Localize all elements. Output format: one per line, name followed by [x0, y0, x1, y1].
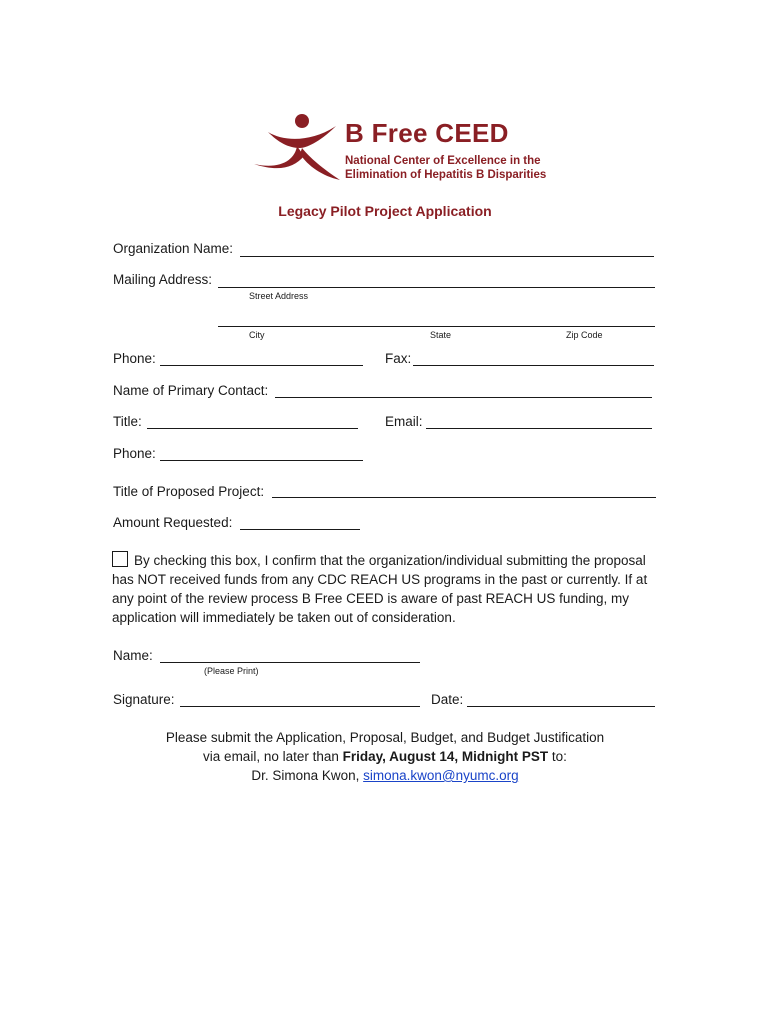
phone-field[interactable] — [160, 365, 363, 366]
email-field[interactable] — [426, 428, 652, 429]
org-name-field[interactable] — [240, 256, 654, 257]
deadline: Friday, August 14, Midnight PST — [342, 749, 549, 764]
fax-field[interactable] — [413, 365, 654, 366]
title-label: Title: — [113, 414, 142, 429]
name-label: Name: — [113, 648, 153, 663]
submission-line3 — [0, 768, 770, 783]
submission-line2-prefix: via email, no later than — [203, 749, 339, 764]
project-title-label: Title of Proposed Project: — [113, 484, 265, 499]
org-name-label: Organization Name: — [113, 241, 234, 256]
mailing-address-label: Mailing Address: — [113, 272, 213, 287]
email-label: Email: — [385, 414, 423, 429]
contact-email-link[interactable]: simona.kwon@nyumc.org — [363, 768, 519, 783]
date-label: Date: — [431, 692, 464, 707]
logo-title: B Free CEED — [345, 118, 509, 148]
name-field[interactable] — [160, 662, 420, 663]
fax-label: Fax: — [385, 351, 412, 366]
project-title-field[interactable] — [272, 497, 656, 498]
state-caption: State — [430, 330, 452, 340]
please-print-caption: (Please Print) — [204, 666, 259, 676]
amount-label: Amount Requested: — [113, 515, 233, 530]
confirm-paragraph — [112, 551, 662, 627]
primary-contact-label: Name of Primary Contact: — [113, 383, 269, 398]
date-field[interactable] — [467, 706, 655, 707]
primary-contact-field[interactable] — [275, 397, 652, 398]
logo-figure-icon — [250, 112, 345, 192]
signature-field[interactable] — [180, 706, 420, 707]
confirm-text: By checking this box, I confirm that the organization/individual submitting the proposal has NOT received funds from any CDC REACH US programs in the past or currently. If at any point of the review process B Free CEED is aware of past REACH US funding, my application will immediately be taken out of consideration. — [112, 553, 648, 625]
amount-field[interactable] — [240, 529, 360, 530]
submission-line1: Please submit the Application, Proposal, Budget, and Budget Justification — [165, 730, 605, 745]
street-address-caption: Street Address — [249, 291, 309, 301]
submission-line2 — [0, 749, 770, 764]
city-caption: City — [249, 330, 265, 340]
phone2-field[interactable] — [160, 460, 363, 461]
logo-subtitle-line2: Elimination of Hepatitis B Disparities — [345, 169, 547, 181]
phone2-label: Phone: — [113, 446, 156, 461]
logo — [250, 112, 547, 192]
submission-line2-suffix: to: — [551, 749, 567, 764]
confirm-checkbox[interactable] — [112, 551, 128, 567]
form-title: Legacy Pilot Project Application — [278, 203, 492, 219]
contact-name: Dr. Simona Kwon, — [251, 768, 360, 783]
street-address-field[interactable] — [218, 287, 655, 288]
phone-label: Phone: — [113, 351, 156, 366]
logo-subtitle-line1: National Center of Excellence in the — [345, 155, 541, 167]
signature-label: Signature: — [113, 692, 175, 707]
city-state-zip-field[interactable] — [218, 326, 655, 327]
title-field[interactable] — [147, 428, 358, 429]
zip-caption: Zip Code — [566, 330, 603, 340]
